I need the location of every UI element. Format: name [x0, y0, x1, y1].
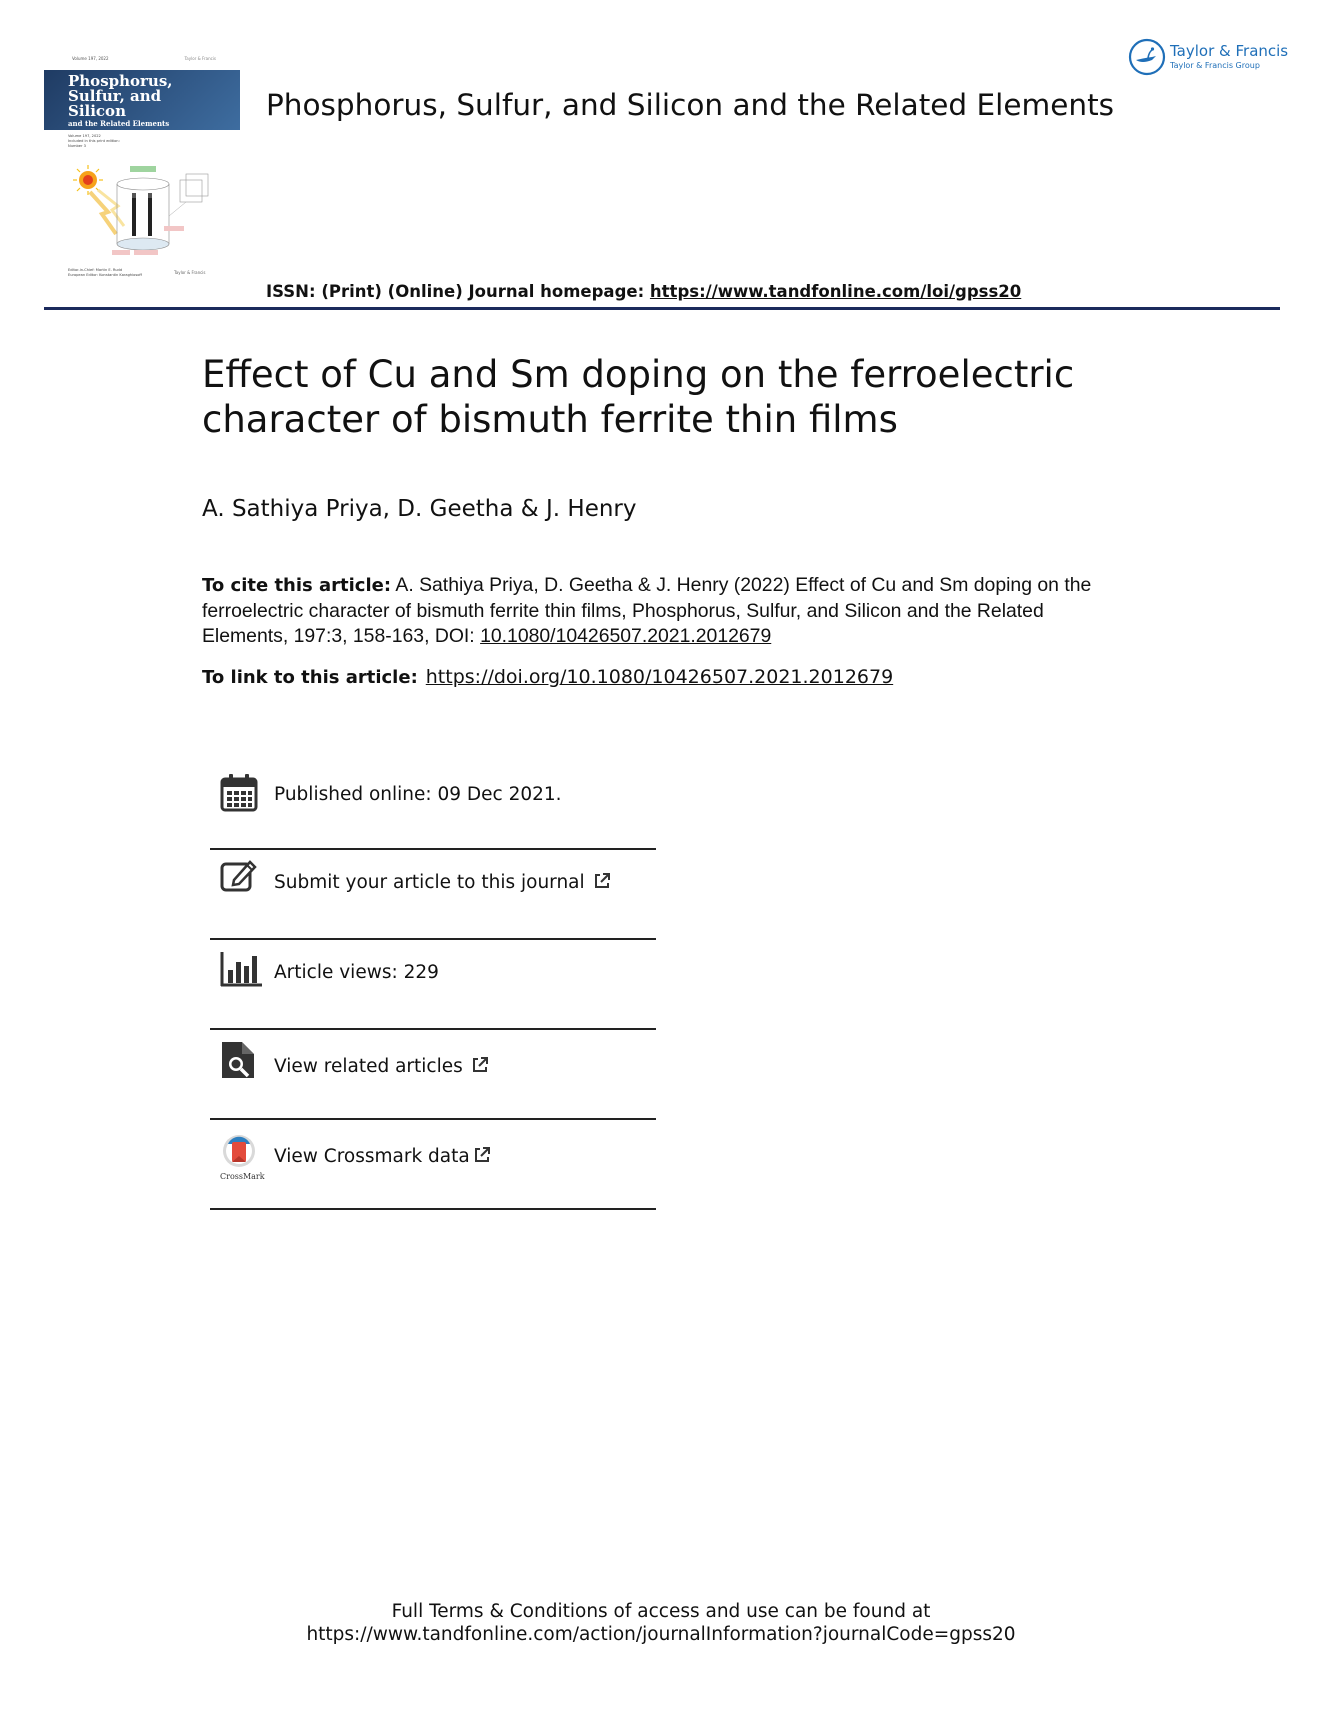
- article-title: Effect of Cu and Sm doping on the ferroelectric character of bismuth ferrite thin films: [202, 353, 1075, 441]
- related-row[interactable]: [210, 1030, 656, 1120]
- terms-line: Full Terms & Conditions of access and use can be found at: [391, 1601, 931, 1622]
- doi-link[interactable]: 10.1080/10426507.2021.2012679: [480, 625, 772, 647]
- calendar-icon: [220, 772, 258, 812]
- submit-article-link[interactable]: [274, 872, 611, 893]
- related-articles-link[interactable]: [274, 1056, 489, 1077]
- publisher-lamp-icon: [1128, 38, 1166, 76]
- views-row: [210, 940, 656, 1030]
- published-date: Published online: 09 Dec 2021.: [274, 784, 562, 805]
- crossmark-label: View Crossmark data: [274, 1146, 470, 1167]
- crossmark-row[interactable]: [210, 1120, 656, 1210]
- article-views: Article views: 229: [274, 962, 439, 983]
- journal-cover-thumbnail: [44, 52, 240, 284]
- cover-publisher-small: Taylor & Francis: [174, 270, 206, 275]
- journal-title: Phosphorus, Sulfur, and Silicon and the Related Elements: [266, 88, 1115, 122]
- crossmark-link[interactable]: [274, 1146, 491, 1167]
- cover-illustration: [68, 162, 238, 262]
- bar-chart-icon: [220, 950, 262, 990]
- article-doi-url[interactable]: https://doi.org/10.1080/10426507.2021.2012679: [425, 666, 894, 688]
- external-link-icon: [473, 1146, 491, 1164]
- cover-meta-line: Volume 197, 2022: [68, 134, 101, 138]
- article-authors: A. Sathiya Priya, D. Geetha & J. Henry: [202, 496, 637, 522]
- header-divider: [44, 307, 1280, 310]
- terms-url[interactable]: https://www.tandfonline.com/action/journalInformation?journalCode=gpss20: [306, 1624, 1016, 1645]
- document-search-icon: [220, 1040, 258, 1080]
- cover-editor-line: Editor-in-Chief: Martin E. Rudd: [68, 268, 123, 272]
- published-row: [210, 758, 656, 850]
- cover-editors: [68, 268, 142, 278]
- cover-meta-line: Number 3: [68, 144, 86, 148]
- article-info-list: [210, 758, 656, 1210]
- article-link-line: [202, 666, 893, 688]
- cover-meta: [68, 134, 120, 149]
- issn-label: ISSN: (Print) (Online) Journal homepage:: [266, 282, 650, 301]
- taylor-francis-logo[interactable]: [1128, 38, 1288, 78]
- external-link-icon: [593, 872, 611, 890]
- cover-editor-line: European Editor: Konstantin Karaghiosoff: [68, 273, 142, 277]
- cover-title-band: [44, 70, 240, 130]
- cite-label: To cite this article:: [202, 575, 392, 596]
- cover-meta-line: Included in this print edition:: [68, 139, 120, 143]
- journal-homepage-link[interactable]: https://www.tandfonline.com/loi/gpss20: [649, 282, 1022, 301]
- related-articles-label: View related articles: [274, 1056, 463, 1077]
- cover-publisher-mark: Taylor & Francis: [184, 56, 216, 61]
- citation-block: [202, 573, 1122, 650]
- link-label: To link to this article:: [202, 667, 418, 688]
- publisher-name: Taylor & Francis: [1170, 42, 1289, 60]
- crossmark-icon: [220, 1134, 258, 1174]
- issn-line: [266, 282, 1021, 301]
- submit-row[interactable]: [210, 850, 656, 940]
- publisher-group: Taylor & Francis Group: [1170, 61, 1260, 70]
- cite-text: A. Sathiya Priya, D. Geetha & J. Henry (2022) Effect of Cu and Sm doping on the ferroelectric character of bismuth ferrite thin films, Phosphorus, Sulfur, and Silicon and the Related Elements, 197:3, 158-163, DOI:: [202, 574, 1092, 647]
- terms-footer: [0, 1600, 1322, 1646]
- edit-icon: [220, 856, 258, 896]
- cover-subtitle: and the Related Elements: [68, 119, 170, 128]
- crossmark-badge-text: CrossMark: [220, 1172, 265, 1181]
- external-link-icon: [471, 1056, 489, 1074]
- cover-volume-line: Volume 197, 2022: [72, 56, 109, 61]
- submit-article-label: Submit your article to this journal: [274, 872, 585, 893]
- cover-title: Phosphorus, Sulfur, and Silicon: [68, 72, 173, 120]
